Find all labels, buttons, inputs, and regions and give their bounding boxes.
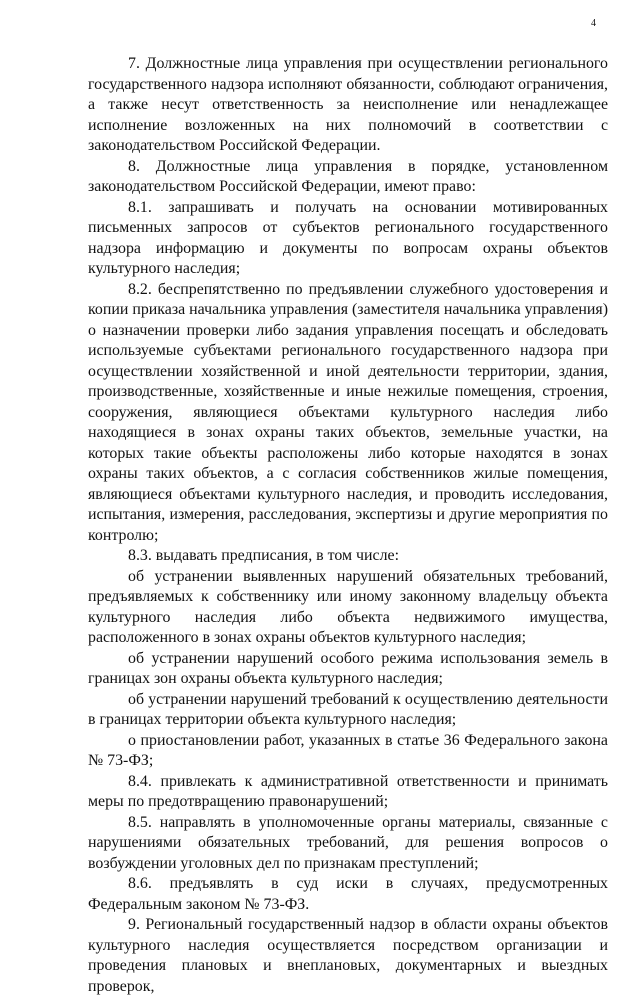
document-body (88, 54, 608, 997)
paragraph-8-5: 8.5. направлять в уполномоченные органы материалы, связанные с нарушениями обязательных требований, для решения вопросов о возбуждении уголовных дел по признакам преступлений; (88, 813, 608, 872)
paragraph-8-2: 8.2. беспрепятственно по предъявлении служебного удостоверения и копии приказа начальника управления (заместителя начальника управления) о назначении проверки либо задания управления посещать и обследовать используемые субъектами регионального государственного надзора при осуществлении хозяйственной и иной деятельности территории, здания, производственные, хозяйственные и иные нежилые помещения, строения, сооружения, являющиеся объектами культурного наследия либо находящиеся в зонах охраны таких объектов, земельные участки, на которых такие объекты расположены либо которые находятся в зонах охраны таких объектов, а с согласия собственников жилые помещения, являющиеся объектами культурного наследия, и проводить исследования, испытания, измерения, расследования, экспертизы и другие мероприятия по контролю; (88, 280, 608, 544)
paragraph-8-3-item-1: об устранении выявленных нарушений обязательных требований, предъявляемых к собственнику или иному законному владельцу объекта культурного наследия либо объекта недвижимого имущества, расположенного в зонах охраны объектов культурного наследия; (88, 567, 608, 646)
paragraph-7: 7. Должностные лица управления при осуществлении регионального государственного надзора исполняют обязанности, соблюдают ограничения, а также несут ответственность за неисполнение или ненадлежащее исполнение возложенных на них полномочий в соответствии с законодательством Российской Федерации. (88, 55, 608, 154)
paragraph-8-6: 8.6. предъявлять в суд иски в случаях, предусмотренных Федеральным законом № 73-ФЗ. (88, 875, 608, 913)
paragraph-8-3-item-4: о приостановлении работ, указанных в статье 36 Федерального закона № 73-ФЗ; (88, 731, 608, 769)
paragraph-8-3: 8.3. выдавать предписания, в том числе: (128, 547, 400, 564)
paragraph-8: 8. Должностные лица управления в порядке, установленном законодательством Российской Федерации, имеют право: (88, 157, 608, 195)
paragraph-8-3-item-3: об устранении нарушений требований к осуществлению деятельности в границах территории объекта культурного наследия; (88, 690, 608, 728)
paragraph-9: 9. Региональный государственный надзор в области охраны объектов культурного наследия осуществляется посредством организации и проведения плановых и внеплановых, документарных и выездных проверок, (88, 916, 608, 995)
paragraph-8-4: 8.4. привлекать к административной ответственности и принимать меры по предотвращению правонарушений; (88, 772, 608, 810)
paragraph-8-1: 8.1. запрашивать и получать на основании мотивированных письменных запросов от субъектов регионального государственного надзора информацию и документы по вопросам охраны объектов культурного наследия; (88, 198, 608, 277)
page-number: 4 (591, 18, 596, 29)
paragraph-8-3-item-2: об устранении нарушений особого режима использования земель в границах зон охраны объекта культурного наследия; (88, 649, 608, 687)
